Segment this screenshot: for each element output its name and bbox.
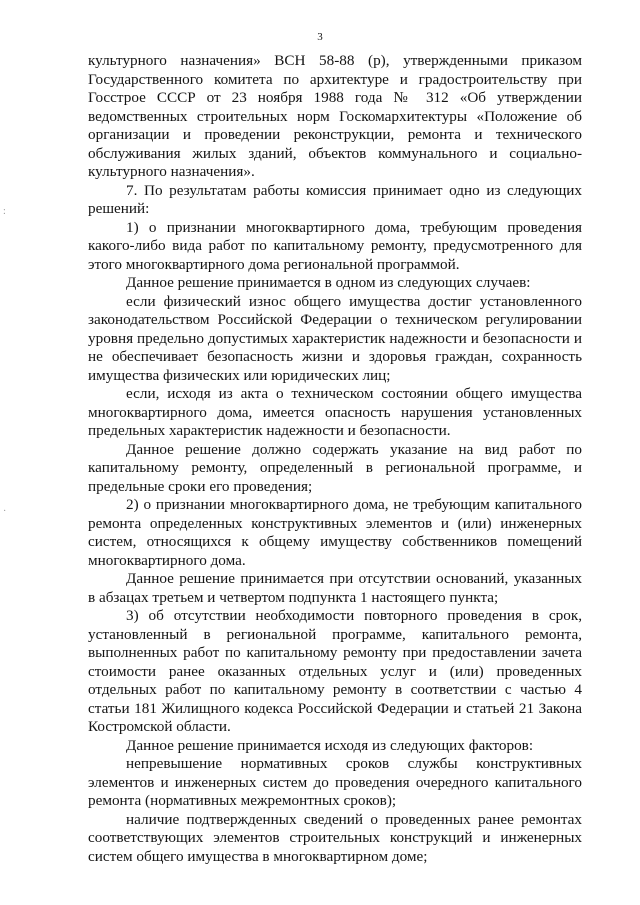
margin-mark: ·	[3, 506, 7, 517]
paragraph: если, исходя из акта о техническом состоянии общего имущества многоквартирного дома, имеется опасность нарушения установленных предельных характеристик надежности и безопасности.	[88, 385, 582, 439]
paragraph: если физический износ общего имущества достиг установленного законодательством Российской Федерации о техническом регулировании уровня предельно допустимых характеристик надежности и безопасности и не обеспечивает безопасность жизни и здоровья граждан, сохранность имущества физических или юридических лиц;	[88, 292, 582, 384]
paragraph: наличие подтвержденных сведений о проведенных ранее ремонтах соответствующих элементов строительных конструкций и инженерных систем общего имущества в многоквартирном доме;	[88, 810, 582, 865]
paragraph: Данное решение принимается в одном из следующих случаев:	[126, 274, 531, 291]
page-number: 3	[317, 31, 323, 43]
paragraph: Данное решение принимается исходя из следующих факторов:	[126, 736, 534, 754]
paragraph-subitem-3: 3) об отсутствии необходимости повторного проведения в срок, установленный в региональной программе, капитального ремонта, выполненных работ по капитальному ремонту при предоставлении зачета стоимости ранее оказанных отдельных услуг и (или) проведенных отдельных работ по капитальному ремонту в соответствии с частью 4 статьи 181 Жилищного кодекса Российской Федерации и статьей 21 Закона Костромской области.	[88, 607, 582, 735]
paragraph: Данное решение должно содержать указание на вид работ по капитальному ремонту, определенный в региональной программе, и предельные сроки его проведения;	[88, 440, 582, 495]
paragraph-continuation: культурного назначения» ВСН 58-88 (р), утвержденными приказом Государственного комитета по архитектуре и градостроительству при Госстрое СССР от 23 ноября 1988 года № 312 «Об утверждении ведомственных строительных норм Госкомархитектуры «Положение об организации и проведении реконструкции, ремонта и технического обслуживания жилых зданий, объектов коммунального и социально-культурного назначения».	[88, 52, 582, 180]
paragraph: непревышение нормативных сроков службы конструктивных элементов и инженерных систем до проведения очередного капитального ремонта (нормативных межремонтных сроков);	[88, 755, 582, 809]
paragraph: Данное решение принимается при отсутствии оснований, указанных в абзацах третьем и четвертом подпункта 1 настоящего пункта;	[88, 570, 582, 606]
paragraph-subitem-2: 2) о признании многоквартирного дома, не требующим капитального ремонта определенных конструктивных элементов и (или) инженерных систем, относящихся к общему имуществу собственников помещений многоквартирного дома.	[88, 496, 582, 569]
paragraph-subitem-1: 1) о признании многоквартирного дома, требующим проведения какого-либо вида работ по капитальному ремонту, предусмотренного для этого многоквартирного дома региональной программой.	[88, 218, 582, 273]
margin-mark: :	[3, 206, 6, 217]
document-body	[88, 52, 582, 866]
paragraph-item-7: 7. По результатам работы комиссия принимает одно из следующих решений:	[88, 181, 582, 217]
